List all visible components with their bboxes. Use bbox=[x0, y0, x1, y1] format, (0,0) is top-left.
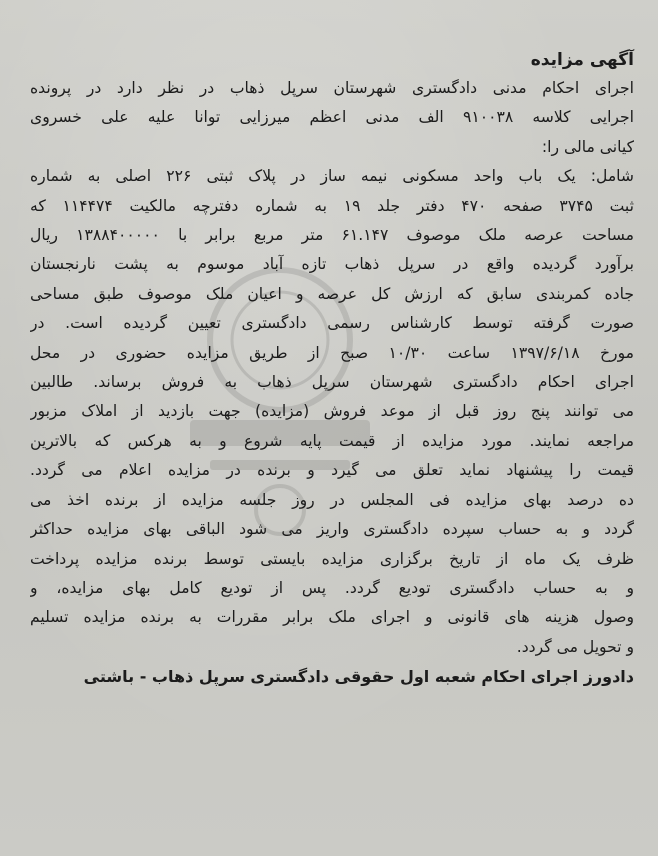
notice-line: ده درصد بهای مزایده فی المجلس در روز جلسه مزایده از برنده اخذ می bbox=[30, 490, 634, 509]
notice-line: وصول هزینه های قانونی و اجرای ملک برابر مقررات به برنده مزایده تسلیم bbox=[30, 608, 634, 627]
notice-line: برآورد گردیده واقع در سرپل ذهاب تازه آباد موسوم به پشت نارنجستان bbox=[30, 255, 634, 274]
notice-line: اجرایی کلاسه ۹۱۰۰۳۸ الف مدنی اعظم میرزایی توانا علیه علی خسروی bbox=[30, 108, 634, 127]
notice-title: آگهی مزایده bbox=[530, 50, 634, 70]
notice-line: قیمت را پیشنهاد نماید تعلق می گیرد و برنده در مزایده اعلام می گردد. bbox=[30, 461, 634, 480]
notice-line: ظرف یک ماه از تاریخ برگزاری مزایده بایستی توسط برنده مزایده پرداخت bbox=[30, 549, 634, 568]
notice-line: و تحویل می گردد. bbox=[516, 637, 634, 656]
notice-line: گردد و به حساب سپرده دادگستری واریز می شود الباقی بهای مزایده حداکثر bbox=[30, 520, 634, 539]
notice-line: اجرای احکام دادگستری شهرستان سرپل ذهاب به فروش برساند. طالبین bbox=[30, 373, 634, 392]
notice-line: مورخ ۱۳۹۷/۶/۱۸ ساعت ۱۰/۳۰ صبح از طریق مزایده حضوری در محل bbox=[30, 343, 634, 362]
notice-line: شامل: یک باب واحد مسکونی نیمه ساز در پلاک ثبتی ۲۲۶ اصلی به شماره bbox=[30, 167, 634, 186]
notice-line: مساحت عرصه ملک موصوف ۶۱.۱۴۷ متر مربع برابر با ۱۳۸۸۴۰۰۰۰۰ ریال bbox=[30, 226, 634, 245]
notice-line: مراجعه نمایند. مورد مزایده از قیمت پایه شروع و به هرکس که بالاترین bbox=[30, 431, 634, 450]
notice-line: کیانی مالی را: bbox=[541, 137, 634, 156]
notice-line: می توانند پنج روز قبل از موعد فروش (مزایده) جهت بازدید از املاک مزبور bbox=[30, 402, 634, 421]
notice-signature: دادورز اجرای احکام شعبه اول حقوقی دادگستری سرپل ذهاب - باشتی bbox=[83, 667, 634, 687]
auction-notice bbox=[30, 46, 634, 692]
notice-line: صورت گرفته توسط کارشناس رسمی دادگستری تعیین گردیده است. در bbox=[30, 314, 634, 333]
notice-line: ثبت ۳۷۴۵ صفحه ۴۷۰ دفتر جلد ۱۹ به شماره دفترچه مالکیت ۱۱۴۴۷۴ که bbox=[30, 196, 634, 215]
notice-line: و به حساب دادگستری تودیع گردد. پس از تودیع کامل بهای مزایده، و bbox=[30, 578, 634, 597]
notice-line: اجرای احکام مدنی دادگستری شهرستان سرپل ذهاب در نظر دارد در پرونده bbox=[30, 79, 634, 97]
notice-line: جاده کمربندی سابق که ارزش کل عرصه و اعیان ملک موصوف طبق مساحی bbox=[30, 284, 634, 303]
